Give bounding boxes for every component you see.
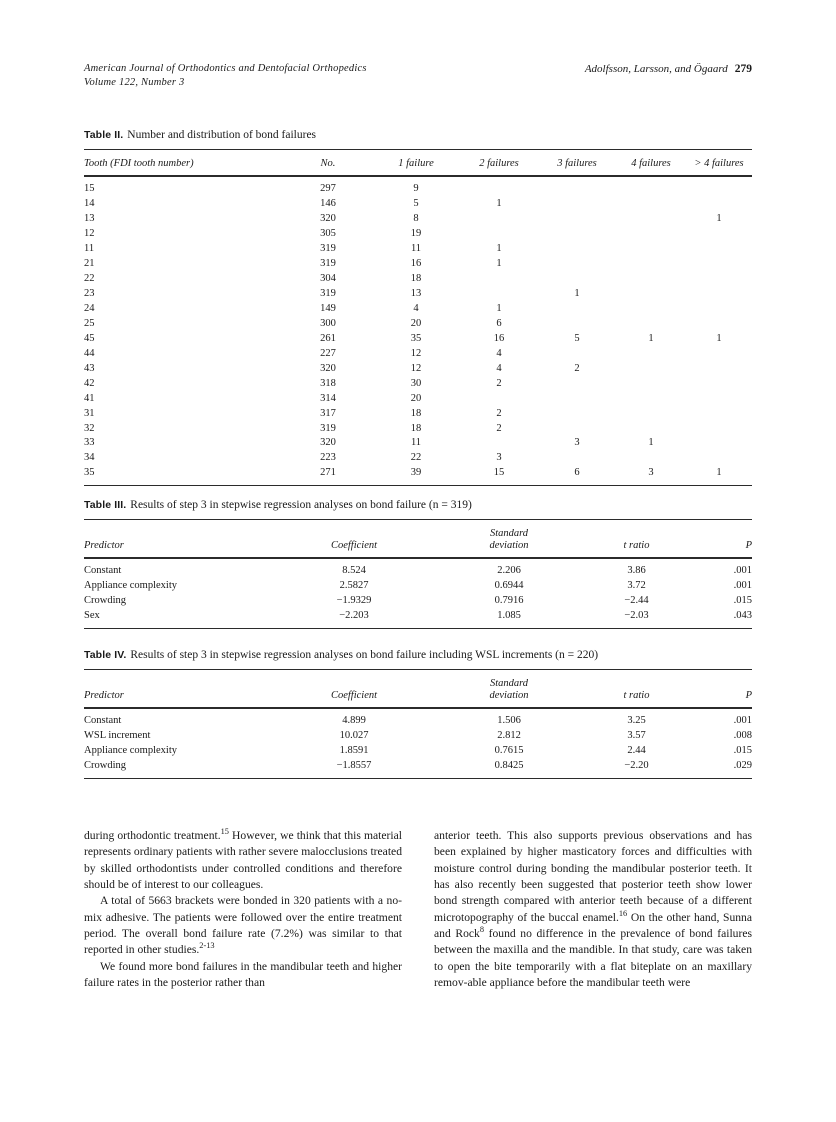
cell-2-failures — [460, 176, 538, 197]
cell-predictor: Constant — [84, 565, 122, 576]
cell-1-failure: 12 — [410, 347, 422, 359]
cell-gt4-failures — [686, 176, 752, 197]
cell-gt4-failures — [686, 361, 752, 376]
cell-3-failures: 6 — [574, 467, 580, 479]
cell-predictor: Crowding — [84, 759, 126, 771]
cell-no: 271 — [320, 467, 336, 479]
running-head — [84, 62, 752, 92]
cell-predictor: Constant — [84, 715, 122, 726]
table-4-col-predictor: Predictor — [84, 670, 274, 709]
cell-3-failures — [538, 302, 616, 317]
cell-gt4-failures — [686, 287, 752, 302]
cell-3-failures — [538, 421, 616, 436]
para-l1-text-b: However, we think that this material represents ordinary patients with rather severe malocclusions treated by skilled orthodontists under controlled conditions and therefore should be of interest to our colleagues. — [84, 829, 402, 892]
table-3-col-p: P — [689, 520, 752, 559]
cell-gt4-failures: 1 — [716, 212, 722, 224]
cell-p: .001 — [733, 579, 752, 591]
cell-gt4-failures: 1 — [716, 332, 722, 344]
cell-t-ratio: 3.72 — [627, 579, 646, 591]
table-3-caption — [84, 498, 752, 513]
table-row — [84, 406, 752, 421]
cell-gt4-failures — [686, 197, 752, 212]
cell-tooth: 33 — [84, 437, 95, 449]
cell-gt4-failures — [686, 346, 752, 361]
cell-coefficient: 4.899 — [342, 715, 366, 726]
cell-1-failure: 5 — [413, 197, 419, 209]
cell-coefficient: −1.9329 — [336, 594, 372, 606]
cell-no: 314 — [320, 392, 336, 404]
table-row — [84, 176, 752, 197]
cell-4-failures: 1 — [648, 437, 654, 449]
table-2-caption-text: Number and distribution of bond failures — [127, 129, 317, 141]
table-row — [84, 391, 752, 406]
table-row — [84, 332, 752, 347]
table-row — [84, 287, 752, 302]
cell-t-ratio: 3.86 — [627, 565, 646, 576]
cell-tooth: 22 — [84, 272, 95, 284]
table-2-col-gt4-failures: > 4 failures — [686, 150, 752, 177]
cell-2-failures: 15 — [493, 467, 505, 479]
cell-2-failures: 2 — [496, 407, 502, 419]
para-l3-text: We found more bond failures in the mandibular teeth and higher failure rates in the posterior rather than — [84, 959, 402, 990]
cell-1-failure: 35 — [410, 332, 422, 344]
author-list: Adolfsson, Larsson, and Ögaard — [584, 63, 728, 75]
table-row — [84, 272, 752, 287]
cell-2-failures — [460, 287, 538, 302]
table-row — [84, 609, 752, 628]
cell-coefficient: 1.8591 — [339, 744, 369, 756]
table-2-col-3-failures: 3 failures — [538, 150, 616, 177]
cell-2-failures: 1 — [496, 197, 502, 209]
table-row — [84, 594, 752, 609]
table-row — [84, 317, 752, 332]
table-4-col-t-ratio: t ratio — [584, 670, 689, 709]
cell-4-failures — [616, 227, 686, 242]
cell-standard-deviation: 1.085 — [497, 609, 521, 621]
cell-2-failures: 6 — [496, 317, 502, 329]
table-4-col-sd-line1: Standard — [489, 678, 529, 689]
cell-gt4-failures — [686, 376, 752, 391]
para-r1-text-c: found no difference in the prevalence of bond failures between the maxilla and the mandible. In that study, care was taken to open the bite temporarily with a flat biteplate on an maxillary remov-able appliance before the mandibular teeth were — [434, 927, 752, 990]
table-4-bottom-rule — [84, 778, 752, 779]
cell-4-failures — [616, 317, 686, 332]
table-4-col-standard-deviation — [434, 670, 584, 709]
table-row — [84, 729, 752, 744]
cell-coefficient: 2.5827 — [339, 579, 369, 591]
cell-tooth: 14 — [84, 197, 95, 209]
cell-2-failures: 1 — [496, 257, 502, 269]
cell-tooth: 13 — [84, 212, 95, 224]
cell-3-failures — [538, 197, 616, 212]
cell-3-failures — [538, 227, 616, 242]
cell-2-failures — [460, 272, 538, 287]
cell-1-failure: 22 — [410, 452, 422, 464]
cell-predictor: WSL increment — [84, 729, 151, 741]
cell-1-failure: 13 — [410, 287, 422, 299]
cell-4-failures — [616, 451, 686, 466]
cell-gt4-failures — [686, 317, 752, 332]
cell-no: 261 — [320, 332, 336, 344]
running-head-authors-page — [585, 62, 752, 76]
table-row — [84, 744, 752, 759]
cell-4-failures — [616, 421, 686, 436]
cell-no: 320 — [320, 437, 336, 449]
table-4-caption — [84, 648, 752, 663]
journal-title — [84, 62, 367, 90]
body-column-right — [434, 828, 752, 991]
table-4 — [84, 669, 752, 779]
paragraph-right-1 — [434, 828, 752, 991]
cell-1-failure: 4 — [413, 302, 419, 314]
cell-tooth: 32 — [84, 422, 95, 434]
cell-t-ratio: 3.25 — [627, 715, 646, 726]
cell-standard-deviation: 0.7615 — [494, 744, 524, 756]
cell-p: .015 — [733, 744, 752, 756]
cell-2-failures — [460, 227, 538, 242]
cell-1-failure: 30 — [410, 377, 422, 389]
cell-tooth: 43 — [84, 362, 95, 374]
citation-2-13: 2-13 — [199, 941, 215, 951]
table-row — [84, 346, 752, 361]
cell-3-failures — [538, 242, 616, 257]
cell-gt4-failures — [686, 242, 752, 257]
table-row — [84, 466, 752, 485]
table-row — [84, 257, 752, 272]
cell-gt4-failures: 1 — [716, 467, 722, 479]
cell-3-failures — [538, 376, 616, 391]
cell-no: 319 — [320, 422, 336, 434]
cell-coefficient: −2.203 — [339, 609, 369, 621]
cell-1-failure: 8 — [413, 212, 419, 224]
cell-standard-deviation: 2.812 — [497, 729, 521, 741]
cell-tooth: 11 — [84, 242, 95, 254]
table-3 — [84, 519, 752, 629]
table-row — [84, 242, 752, 257]
table-row — [84, 558, 752, 579]
page-number: 279 — [734, 63, 752, 75]
cell-gt4-failures — [686, 227, 752, 242]
cell-4-failures — [616, 361, 686, 376]
cell-predictor: Appliance complexity — [84, 579, 178, 591]
table-4-col-sd-line2: deviation — [489, 690, 529, 701]
cell-1-failure: 11 — [410, 437, 422, 449]
table-3-block — [84, 498, 752, 629]
citation-8: 8 — [479, 925, 485, 935]
cell-p: .029 — [733, 759, 752, 771]
cell-t-ratio: −2.44 — [624, 594, 649, 606]
table-row — [84, 302, 752, 317]
cell-no: 305 — [320, 227, 336, 239]
cell-gt4-failures — [686, 302, 752, 317]
table-row — [84, 579, 752, 594]
cell-3-failures: 2 — [574, 362, 580, 374]
cell-p: .008 — [733, 729, 752, 741]
cell-tooth: 42 — [84, 377, 95, 389]
table-2-bottom-rule — [84, 486, 752, 487]
cell-tooth: 24 — [84, 302, 95, 314]
paragraph-left-3 — [84, 959, 402, 992]
cell-coefficient: −1.8557 — [336, 759, 372, 771]
cell-no: 319 — [320, 242, 336, 254]
table-row — [84, 227, 752, 242]
table-3-caption-text: Results of step 3 in stepwise regression analyses on bond failure (n = 319) — [130, 499, 472, 511]
cell-gt4-failures — [686, 451, 752, 466]
table-2-col-1-failure: 1 failure — [372, 150, 460, 177]
journal-volume: Volume 122, Number 3 — [84, 77, 185, 88]
cell-gt4-failures — [686, 257, 752, 272]
cell-2-failures: 2 — [496, 422, 502, 434]
cell-4-failures — [616, 302, 686, 317]
para-l1-text-a: during orthodontic treatment. — [84, 829, 221, 842]
table-3-col-sd-line2: deviation — [489, 540, 529, 551]
cell-standard-deviation: 1.506 — [497, 715, 521, 726]
cell-2-failures: 4 — [496, 347, 502, 359]
table-3-col-sd-line1: Standard — [489, 528, 529, 539]
cell-2-failures: 3 — [496, 452, 502, 464]
paragraph-left-1 — [84, 828, 402, 893]
cell-tooth: 25 — [84, 317, 95, 329]
cell-3-failures: 3 — [574, 437, 580, 449]
table-3-body — [84, 558, 752, 628]
table-2-col-4-failures: 4 failures — [616, 150, 686, 177]
table-4-col-p: P — [689, 670, 752, 709]
citation-15: 15 — [220, 827, 229, 837]
cell-2-failures: 2 — [496, 377, 502, 389]
table-3-col-coefficient: Coefficient — [274, 520, 434, 559]
cell-4-failures — [616, 197, 686, 212]
cell-standard-deviation: 0.7916 — [494, 594, 524, 606]
table-row — [84, 436, 752, 451]
para-r1-text-b: On the other hand, Sunna and Rock — [434, 910, 753, 941]
cell-3-failures — [538, 317, 616, 332]
cell-tooth: 31 — [84, 407, 95, 419]
cell-1-failure: 20 — [410, 317, 422, 329]
cell-standard-deviation: 0.6944 — [494, 579, 524, 591]
cell-coefficient: 10.027 — [339, 729, 369, 741]
cell-4-failures — [616, 346, 686, 361]
cell-4-failures: 1 — [648, 332, 654, 344]
cell-no: 304 — [320, 272, 336, 284]
cell-1-failure: 20 — [410, 392, 422, 404]
cell-tooth: 15 — [84, 183, 95, 194]
table-row — [84, 361, 752, 376]
cell-3-failures — [538, 391, 616, 406]
cell-4-failures — [616, 406, 686, 421]
cell-3-failures — [538, 212, 616, 227]
cell-tooth: 41 — [84, 392, 95, 404]
cell-standard-deviation: 2.206 — [497, 565, 521, 576]
cell-3-failures — [538, 272, 616, 287]
cell-no: 146 — [320, 197, 336, 209]
para-l2-text-a: A total of 5663 brackets were bonded in 320 patients with a no-mix adhesive. The patients were followed over the entire treatment period. The overall bond failure rate (7.2%) was similar to that reported in other studies. — [84, 894, 402, 957]
cell-gt4-failures — [686, 421, 752, 436]
cell-no: 320 — [320, 212, 336, 224]
table-row — [84, 759, 752, 778]
cell-3-failures — [538, 451, 616, 466]
table-2-body — [84, 176, 752, 486]
cell-1-failure: 39 — [410, 467, 422, 479]
cell-4-failures — [616, 376, 686, 391]
cell-3-failures — [538, 406, 616, 421]
table-3-col-t-ratio: t ratio — [584, 520, 689, 559]
table-row — [84, 451, 752, 466]
cell-tooth: 44 — [84, 347, 95, 359]
cell-no: 320 — [320, 362, 336, 374]
table-4-caption-text: Results of step 3 in stepwise regression analyses on bond failure including WSL increments (n = 220) — [130, 649, 599, 661]
cell-gt4-failures — [686, 436, 752, 451]
cell-1-failure: 12 — [410, 362, 422, 374]
cell-4-failures — [616, 176, 686, 197]
table-2-col-tooth: Tooth (FDI tooth number) — [84, 150, 284, 177]
body-column-left — [84, 828, 402, 991]
cell-predictor: Appliance complexity — [84, 744, 178, 756]
cell-tooth: 23 — [84, 287, 95, 299]
cell-2-failures — [460, 391, 538, 406]
cell-3-failures: 5 — [574, 332, 580, 344]
table-2-col-no: No. — [284, 150, 372, 177]
cell-1-failure: 16 — [410, 257, 422, 269]
cell-t-ratio: 2.44 — [627, 744, 646, 756]
cell-tooth: 34 — [84, 452, 95, 464]
cell-2-failures: 16 — [493, 332, 505, 344]
cell-2-failures: 1 — [496, 242, 502, 254]
cell-gt4-failures — [686, 391, 752, 406]
cell-tooth: 45 — [84, 332, 95, 344]
cell-no: 319 — [320, 257, 336, 269]
table-2-block — [84, 128, 752, 486]
cell-1-failure: 11 — [410, 242, 422, 254]
journal-name: American Journal of Orthodontics and Dentofacial Orthopedics — [84, 63, 367, 74]
cell-4-failures — [616, 212, 686, 227]
paragraph-left-2 — [84, 893, 402, 958]
cell-p: .001 — [733, 715, 752, 726]
cell-t-ratio: −2.20 — [624, 759, 649, 771]
table-4-body — [84, 708, 752, 778]
cell-standard-deviation: 0.8425 — [494, 759, 524, 771]
cell-1-failure: 18 — [410, 272, 422, 284]
cell-no: 317 — [320, 407, 336, 419]
cell-2-failures: 1 — [496, 302, 502, 314]
cell-t-ratio: 3.57 — [627, 729, 646, 741]
cell-no: 223 — [320, 452, 336, 464]
table-3-col-standard-deviation — [434, 520, 584, 559]
cell-no: 318 — [320, 377, 336, 389]
table-row — [84, 376, 752, 391]
cell-1-failure: 9 — [413, 183, 419, 194]
table-3-number: Table III. — [84, 499, 127, 511]
table-row — [84, 197, 752, 212]
table-3-col-predictor: Predictor — [84, 520, 274, 559]
para-r1-text-a: anterior teeth. This also supports previous observations and has been explained by higher masticatory forces and difficulties with moisture control during bonding the mandibular posterior teeth. It has also recently been suggested that posterior teeth show lower bond strength compared with anterior teeth because of a different microtopography of the buccal enamel. — [434, 829, 752, 924]
citation-16: 16 — [618, 908, 628, 918]
cell-1-failure: 19 — [410, 227, 422, 239]
table-row — [84, 212, 752, 227]
table-row — [84, 421, 752, 436]
cell-1-failure: 18 — [410, 407, 422, 419]
cell-no: 297 — [320, 183, 336, 194]
cell-3-failures — [538, 257, 616, 272]
cell-no: 319 — [320, 287, 336, 299]
cell-p: .001 — [733, 565, 752, 576]
cell-coefficient: 8.524 — [342, 565, 366, 576]
cell-4-failures — [616, 272, 686, 287]
table-2-caption — [84, 128, 752, 143]
cell-2-failures — [460, 212, 538, 227]
table-4-number: Table IV. — [84, 649, 127, 661]
cell-2-failures — [460, 436, 538, 451]
cell-3-failures: 1 — [574, 287, 580, 299]
cell-4-failures: 3 — [648, 467, 654, 479]
cell-1-failure: 18 — [410, 422, 422, 434]
cell-4-failures — [616, 287, 686, 302]
body-text — [84, 828, 752, 1068]
table-4-block — [84, 648, 752, 779]
cell-4-failures — [616, 257, 686, 272]
cell-no: 300 — [320, 317, 336, 329]
cell-3-failures — [538, 176, 616, 197]
cell-t-ratio: −2.03 — [624, 609, 649, 621]
table-2 — [84, 149, 752, 486]
cell-4-failures — [616, 391, 686, 406]
cell-p: .015 — [733, 594, 752, 606]
cell-2-failures: 4 — [496, 362, 502, 374]
cell-predictor: Crowding — [84, 594, 126, 606]
table-2-col-2-failures: 2 failures — [460, 150, 538, 177]
cell-gt4-failures — [686, 272, 752, 287]
table-3-bottom-rule — [84, 628, 752, 629]
cell-no: 149 — [320, 302, 336, 314]
cell-predictor: Sex — [84, 609, 100, 621]
cell-no: 227 — [320, 347, 336, 359]
table-2-number: Table II. — [84, 129, 124, 141]
cell-tooth: 35 — [84, 467, 95, 479]
table-row — [84, 708, 752, 729]
cell-3-failures — [538, 346, 616, 361]
cell-p: .043 — [733, 609, 752, 621]
cell-tooth: 21 — [84, 257, 95, 269]
cell-tooth: 12 — [84, 227, 95, 239]
cell-4-failures — [616, 242, 686, 257]
cell-gt4-failures — [686, 406, 752, 421]
table-4-col-coefficient: Coefficient — [274, 670, 434, 709]
